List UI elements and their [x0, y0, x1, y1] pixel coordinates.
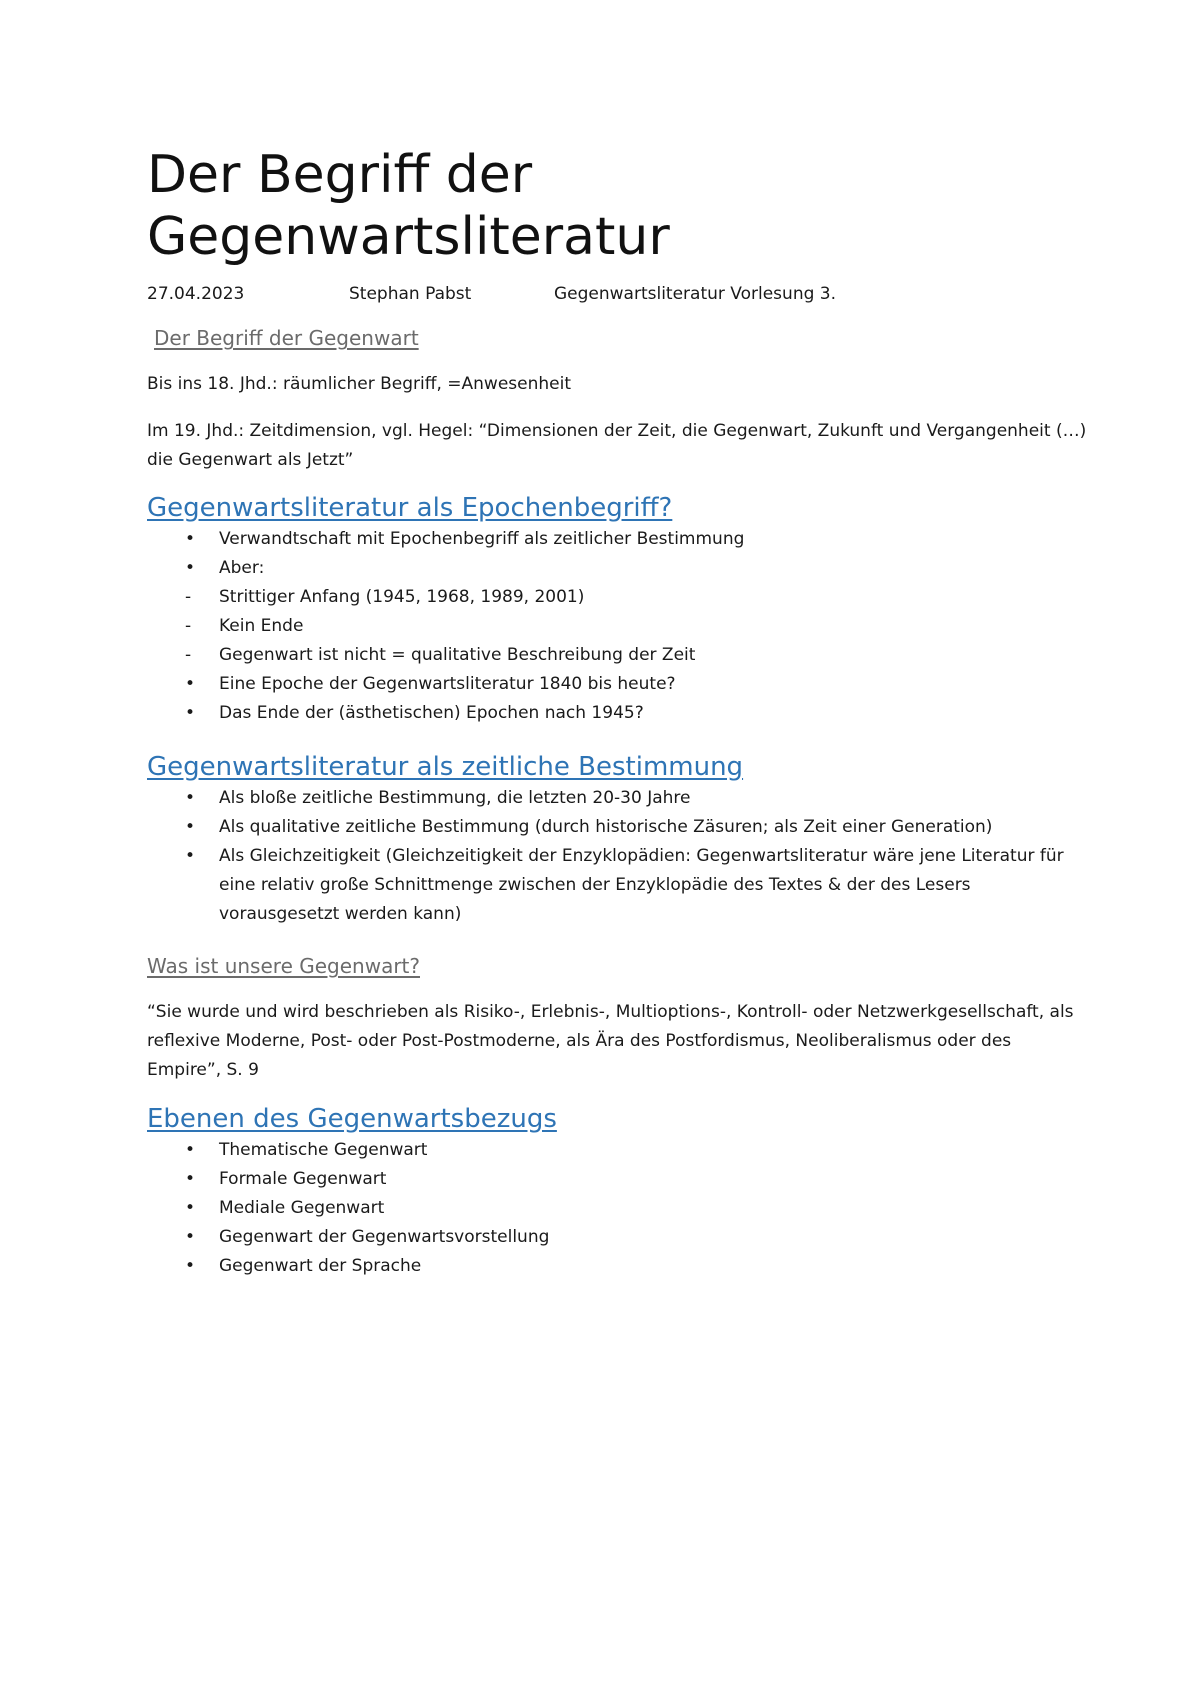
list-item-text: Formale Gegenwart	[219, 1169, 387, 1189]
bullet-marker: •	[185, 529, 196, 549]
list-item-text: Thematische Gegenwart	[219, 1140, 428, 1160]
bullet-marker: •	[185, 703, 196, 723]
paragraph-text: Im 19. Jhd.: Zeitdimension, vgl. Hegel: “Dimensionen der Zeit, die Gegenwart, Zukunft und Vergangenheit (…) die Gegenwart als Jetzt”	[147, 421, 1087, 470]
list-item	[147, 784, 1087, 813]
list-item	[147, 641, 1087, 670]
list-item-text: Das Ende der (ästhetischen) Epochen nach 1945?	[219, 703, 644, 723]
bullet-marker: •	[185, 788, 196, 808]
dash-marker: -	[185, 616, 192, 636]
section-epochenbegriff	[147, 491, 1087, 728]
bullet-marker: •	[185, 817, 196, 837]
meta-author: Stephan Pabst	[349, 284, 472, 304]
list-item	[147, 813, 1087, 842]
section-paragraph	[147, 417, 1087, 475]
title-line-2: Gegenwartsliteratur	[147, 207, 670, 267]
document-title	[147, 144, 670, 268]
meta-date: 27.04.2023	[147, 284, 245, 304]
list-item	[147, 1223, 1087, 1252]
list-item	[147, 583, 1087, 612]
bullet-marker: •	[185, 674, 196, 694]
list-item	[147, 842, 1087, 929]
list-item-text: Gegenwart der Gegenwartsvorstellung	[219, 1227, 550, 1247]
bullet-list	[147, 1136, 1087, 1281]
bullet-marker: •	[185, 1227, 196, 1247]
section-heading: Der Begriff der Gegenwart	[154, 326, 419, 350]
section-heading: Was ist unsere Gegenwart?	[147, 954, 420, 978]
section-gegenwartsbezug	[147, 1102, 1087, 1281]
quote-text: “Sie wurde und wird beschrieben als Risiko-, Erlebnis-, Multioptions-, Kontroll- oder Netzwerkgesellschaft, als reflexive Moderne, Post- oder Post-Postmoderne, als Ära des Postfordismus, Neoliberalismus oder des Empire”, S. 9	[147, 1002, 1074, 1080]
bullet-marker: •	[185, 846, 196, 866]
bullet-marker: •	[185, 558, 196, 578]
bullet-list	[147, 525, 1087, 728]
section-heading: Gegenwartsliteratur als Epochenbegriff?	[147, 493, 673, 523]
meta-course: Gegenwartsliteratur Vorlesung 3.	[554, 284, 837, 304]
list-item	[147, 670, 1087, 699]
bullet-marker: •	[185, 1198, 196, 1218]
title-line-1: Der Begriff der	[147, 145, 533, 205]
bullet-marker: •	[185, 1169, 196, 1189]
section-heading: Gegenwartsliteratur als zeitliche Bestimmung	[147, 752, 744, 782]
list-item	[147, 525, 1087, 554]
dash-marker: -	[185, 587, 192, 607]
paragraph-text: Bis ins 18. Jhd.: räumlicher Begriff, =Anwesenheit	[147, 374, 571, 394]
list-item	[147, 612, 1087, 641]
section-paragraph	[147, 370, 1087, 399]
section-begriff-gegenwart	[147, 324, 1087, 352]
list-item	[147, 699, 1087, 728]
list-item	[147, 554, 1087, 583]
list-item-text: Als Gleichzeitigkeit (Gleichzeitigkeit der Enzyklopädien: Gegenwartsliteratur wäre jene Literatur für eine relativ große Schnittmenge zwischen der Enzyklopädie des Textes & der des Lesers vorausgesetzt werden kann)	[219, 846, 1064, 924]
section-quote	[147, 998, 1087, 1085]
list-item-text: Gegenwart ist nicht = qualitative Beschreibung der Zeit	[219, 645, 696, 665]
list-item-text: Verwandtschaft mit Epochenbegriff als zeitlicher Bestimmung	[219, 529, 745, 549]
section-zeitliche-bestimmung	[147, 750, 1087, 929]
list-item-text: Mediale Gegenwart	[219, 1198, 385, 1218]
list-item	[147, 1194, 1087, 1223]
section-heading: Ebenen des Gegenwartsbezugs	[147, 1104, 557, 1134]
list-item-text: Als bloße zeitliche Bestimmung, die letzten 20-30 Jahre	[219, 788, 691, 808]
list-item-text: Aber:	[219, 558, 265, 578]
list-item-text: Kein Ende	[219, 616, 304, 636]
bullet-list	[147, 784, 1087, 929]
list-item	[147, 1252, 1087, 1281]
list-item	[147, 1165, 1087, 1194]
bullet-marker: •	[185, 1140, 196, 1160]
list-item-text: Als qualitative zeitliche Bestimmung (durch historische Zäsuren; als Zeit einer Generation)	[219, 817, 993, 837]
dash-marker: -	[185, 645, 192, 665]
list-item-text: Eine Epoche der Gegenwartsliteratur 1840 bis heute?	[219, 674, 676, 694]
list-item-text: Gegenwart der Sprache	[219, 1256, 422, 1276]
section-unsere-gegenwart	[147, 952, 1087, 980]
list-item	[147, 1136, 1087, 1165]
list-item-text: Strittiger Anfang (1945, 1968, 1989, 2001)	[219, 587, 585, 607]
bullet-marker: •	[185, 1256, 196, 1276]
